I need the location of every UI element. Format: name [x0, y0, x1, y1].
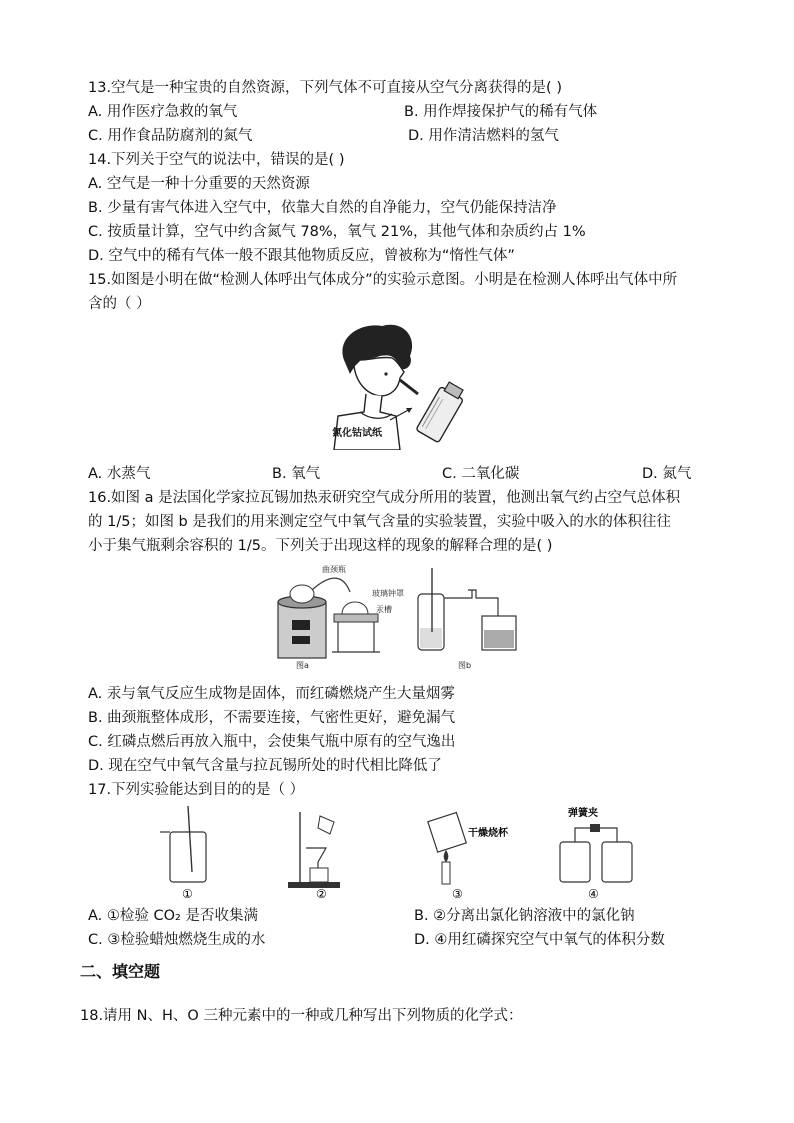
q16-option-b: B. 曲颈瓶整体成形，不需要连接，气密性更好，避免漏气: [88, 710, 456, 726]
lavoisier-and-phosphorus-apparatus: [272, 562, 522, 672]
q15-option-a: A. 水蒸气: [88, 466, 151, 482]
q16-option-d: D. 现在空气中氧气含量与拉瓦锡所处的时代相比降低了: [88, 758, 442, 774]
q17-stem: 17.下列实验能达到目的的是（ ）: [88, 782, 305, 798]
experiment-2-number: ②: [316, 887, 327, 901]
q14-option-c: C. 按质量计算，空气中约含氮气 78%，氧气 21%，其他气体和杂质约占 1%: [88, 224, 586, 240]
q15-option-d: D. 氮气: [642, 466, 692, 482]
cobalt-chloride-paper-label: 氯化钴试纸: [332, 428, 382, 439]
q16-stem-line2: 的 1/5；如图 b 是我们的用来测定空气中氧气含量的实验装置，实验中吸入的水的体积往往: [88, 514, 671, 530]
fig-b-caption: 图b: [458, 661, 472, 670]
q13-stem: 13.空气是一种宝贵的自然资源，下列气体不可直接从空气分离获得的是( ): [88, 80, 562, 96]
q16-option-c: C. 红磷点燃后再放入瓶中，会使集气瓶中原有的空气逸出: [88, 734, 456, 750]
q18-stem: 18.请用 N、H、O 三种元素中的一种或几种写出下列物质的化学式：: [80, 1008, 523, 1024]
q16-option-a: A. 汞与氧气反应生成物是固体，而红磷燃烧产生大量烟雾: [88, 686, 455, 702]
label-dry-beaker: 干燥烧杯: [468, 828, 508, 839]
experiment-4-number: ④: [588, 887, 599, 901]
q17-option-d: D. ④用红磷探究空气中氧气的体积分数: [414, 932, 665, 948]
q13-option-a: A. 用作医疗急救的氧气: [88, 104, 238, 120]
q14-stem: 14.下列关于空气的说法中，错误的是( ): [88, 152, 345, 168]
experiment-3-number: ③: [452, 887, 463, 901]
q15-option-b: B. 氧气: [272, 466, 321, 482]
q16-stem-line3: 小于集气瓶剩余容积的 1/5。下列关于出现这样的现象的解释合理的是( ): [88, 538, 553, 554]
q17-option-a: A. ①检验 CO₂ 是否收集满: [88, 908, 258, 924]
fig-a-caption: 图a: [296, 661, 309, 670]
q15-figure-breath-test: [330, 320, 470, 450]
label-spring-clip: 弹簧夹: [568, 808, 598, 819]
section-heading-fill-in: 二、填空题: [80, 962, 161, 981]
q16-figure-apparatus: [272, 562, 522, 672]
experiment-1-number: ①: [182, 887, 193, 901]
q13-option-d: D. 用作清洁燃料的氢气: [408, 128, 559, 144]
q13-option-b: B. 用作焊接保护气的稀有气体: [404, 104, 598, 120]
q15-stem-line1: 15.如图是小明在做“检测人体呼出气体成分”的实验示意图。小明是在检测人体呼出气体中所: [88, 272, 678, 288]
q17-figure-experiments: [150, 802, 640, 902]
q15-option-c: C. 二氧化碳: [442, 466, 520, 482]
q14-option-a: A. 空气是一种十分重要的天然资源: [88, 176, 310, 192]
q15-stem-line2: 含的（ ）: [88, 296, 151, 312]
label-bell-jar: 玻璃钟罩: [372, 589, 404, 598]
four-experiment-illustrations: [150, 802, 640, 902]
q17-option-b: B. ②分离出氯化钠溶液中的氯化钠: [414, 908, 635, 924]
q14-option-d: D. 空气中的稀有气体一般不跟其他物质反应，曾被称为“惰性气体”: [88, 248, 515, 264]
label-retort: 曲颈瓶: [322, 565, 346, 574]
q17-option-c: C. ③检验蜡烛燃烧生成的水: [88, 932, 266, 948]
label-mercury-trough: 汞槽: [376, 605, 392, 614]
q14-option-b: B. 少量有害气体进入空气中，依靠大自然的自净能力，空气仍能保持洁净: [88, 200, 557, 216]
q13-option-c: C. 用作食品防腐剂的氮气: [88, 128, 253, 144]
q16-stem-line1: 16.如图 a 是法国化学家拉瓦锡加热汞研究空气成分所用的装置，他测出氧气约占空气总体积: [88, 490, 681, 506]
